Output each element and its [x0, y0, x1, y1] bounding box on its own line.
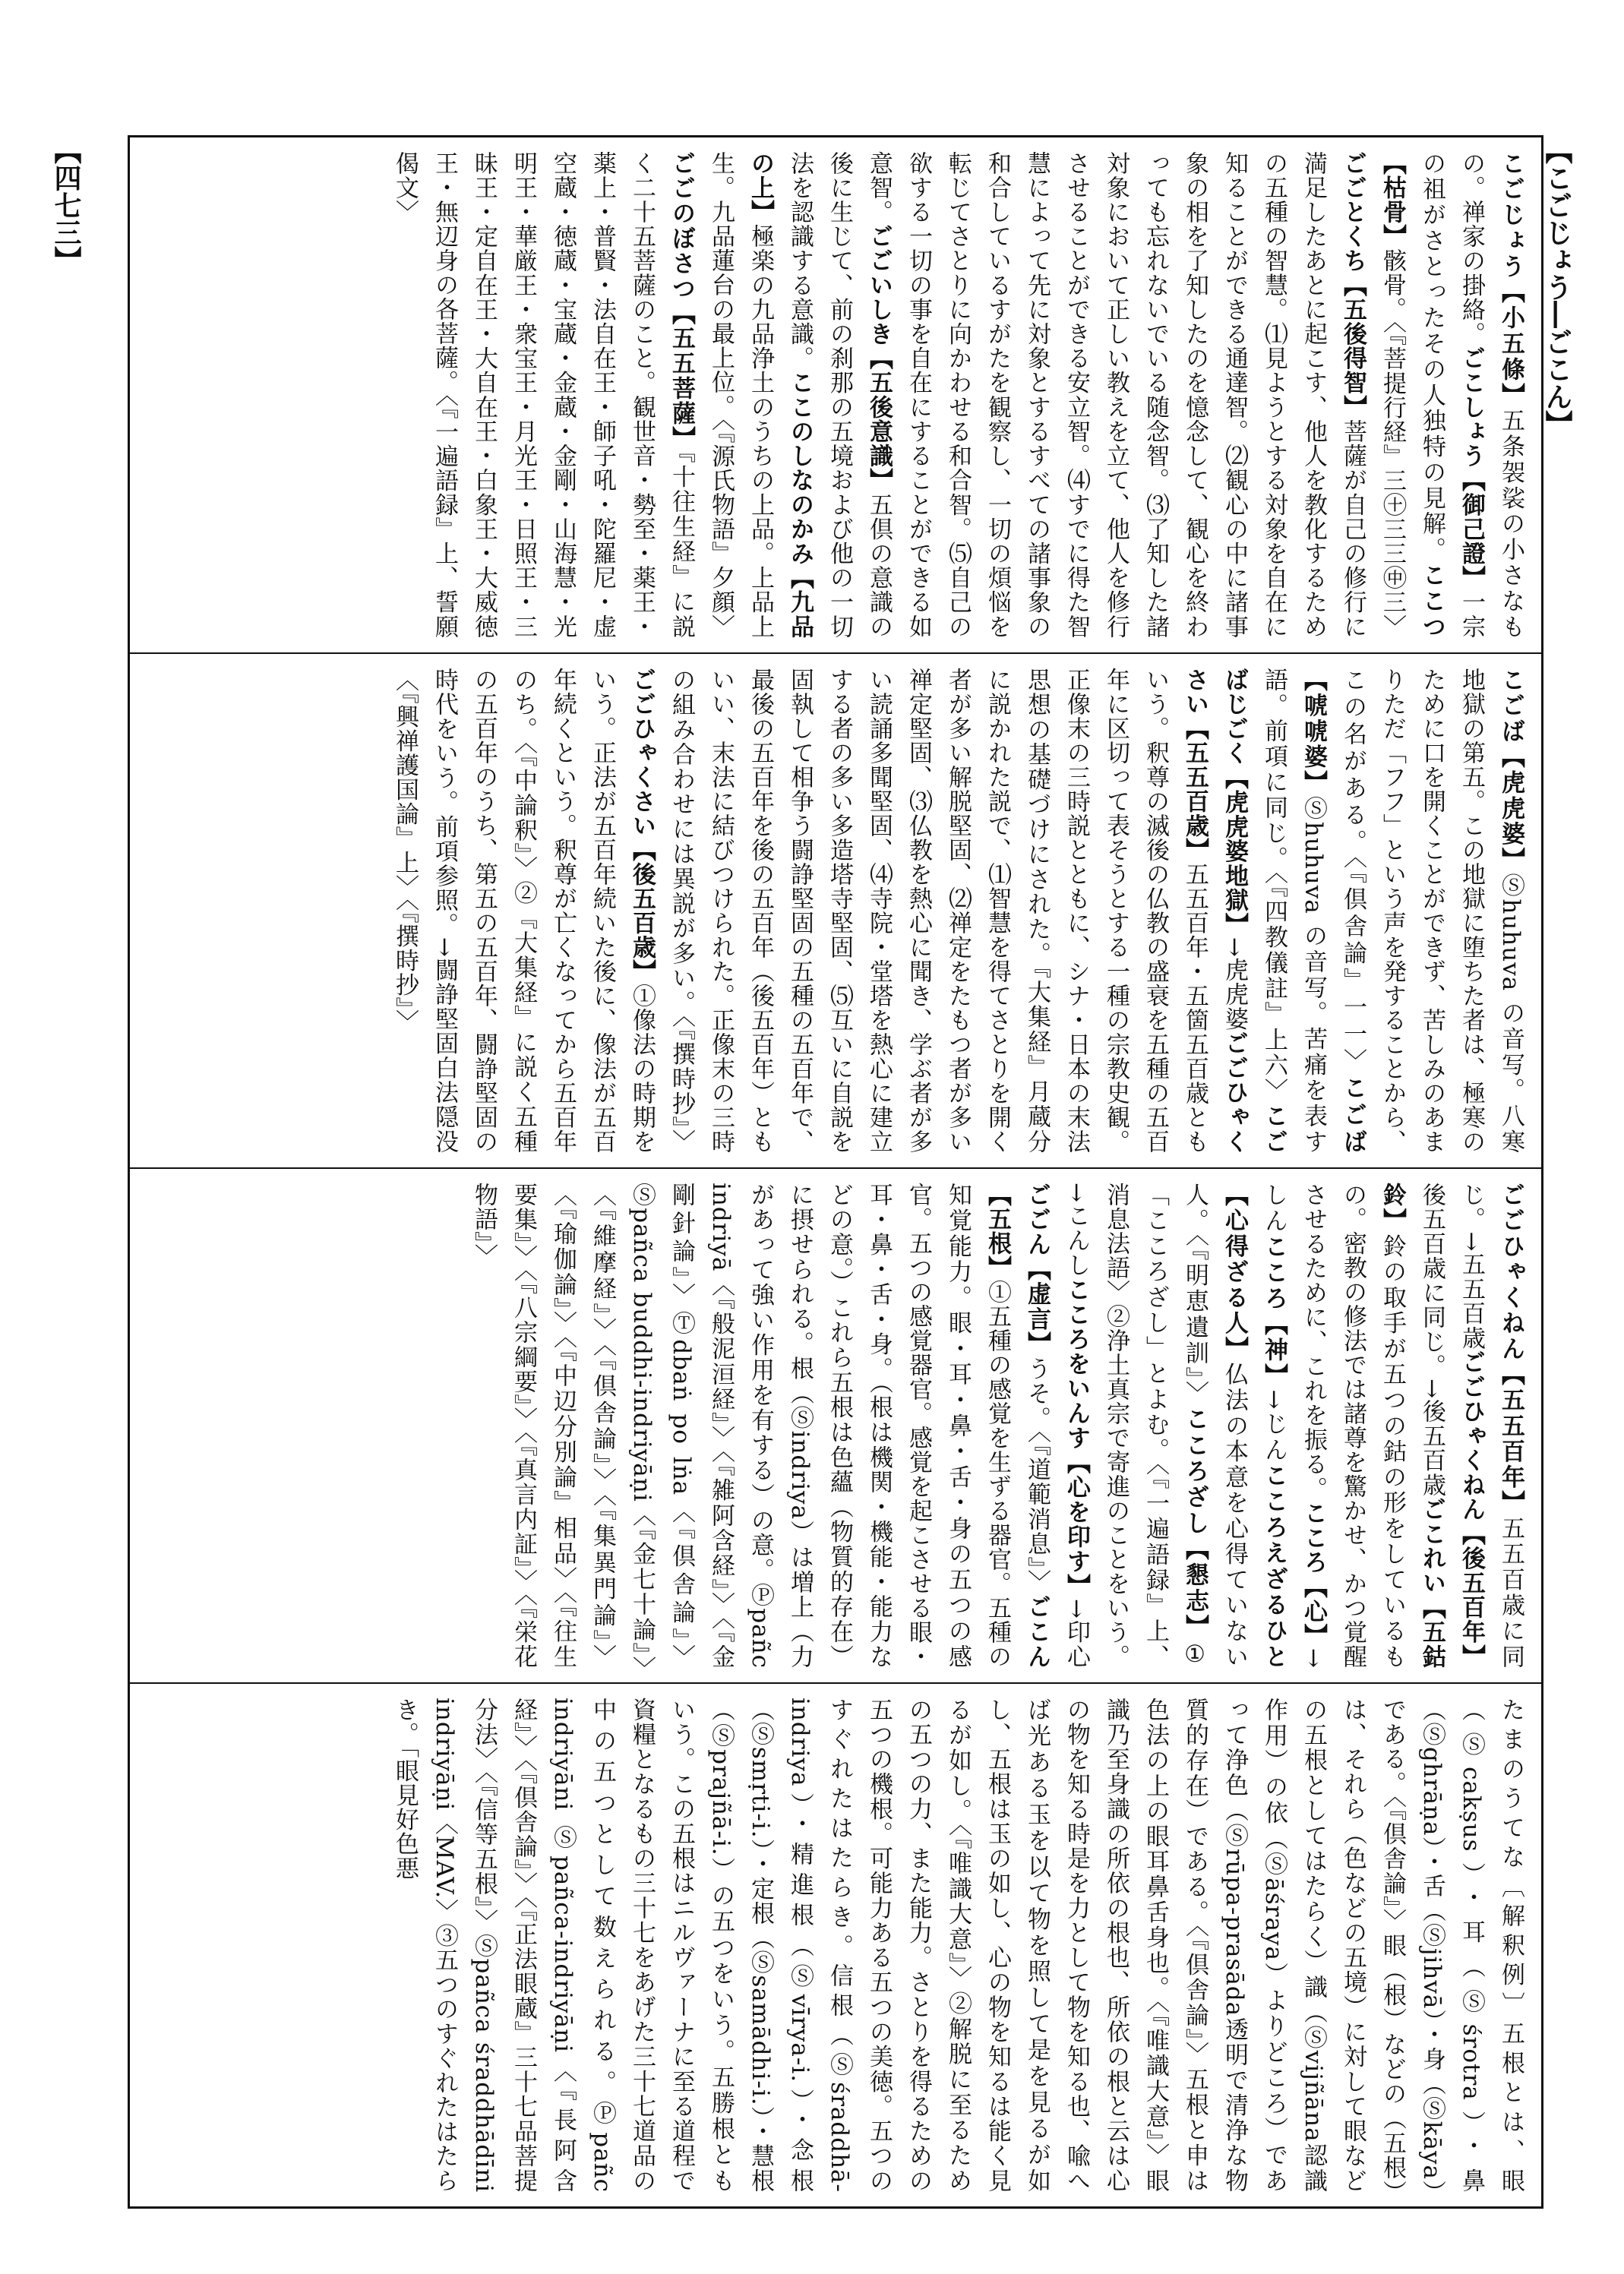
entry-headword: ごごひゃくねん【五五百年】 — [1497, 1183, 1524, 1517]
dictionary-entry — [470, 1183, 1051, 1669]
dictionary-entry — [391, 151, 695, 639]
entry-body: 五五百歳に同じ。→五五百歳 — [1458, 1183, 1524, 1669]
section-2 — [130, 652, 1541, 1167]
entry-body: 五五百年・五箇五百歳ともいう。釈尊の滅後の仏教の盛衰を五種の五百年に区切って表そうとする一種の宗教史観。正像末の三時説とともに、シナ・日本の末法思想の基礎づけにされた。『大集経』月蔵分に説かれた説で、⑴智慧を得てさとりを開く者が多い解脱堅固、⑵禅定をたもつ者が多い禅定堅固、⑶仏教を熱心に聞き、学ぶ者が多い読誦多聞堅固、⑷寺院・堂塔を熱心に建立する者の多い多造塔寺堅固、⑸互いに自説を固執して相争う闘諍堅固の五種の五百年で、最後の五百年を後の五百年（後五百年）ともいい、末法に結びつけられた。正像末の三時の組み合わせには異説が多い。〈『撰時抄』〉 — [668, 668, 1209, 1154]
dictionary-entry — [391, 1698, 1524, 2193]
section-3 — [130, 1167, 1541, 1682]
entry-headword: ごこれい【五鈷鈴】 — [1379, 1183, 1445, 1669]
entry-headword: ここのしなのかみ【九品の上】 — [747, 151, 814, 640]
section-text — [130, 1684, 1541, 2206]
dictionary-entry — [1063, 1278, 1090, 1669]
entry-headword: ごこしょう【御己證】 — [1458, 346, 1485, 590]
entry-body: →印心 — [1063, 1598, 1090, 1669]
dictionary-entry — [1339, 668, 1524, 1154]
section-text — [130, 654, 1541, 1167]
dictionary-entry — [1260, 1234, 1288, 1464]
entry-headword: こころえざるひと【心得ざる人】 — [1221, 1183, 1288, 1669]
entry-body: うそ。〈『道範消息』〉 — [1023, 1357, 1051, 1595]
entry-body: 後五百歳に同じ。→後五百歳 — [1418, 1183, 1445, 1498]
entry-body: ①「こころざし」とよむ。〈『一遍語録』上、消息法語〉②浄土真宗で寄進のことをいう。→こんし — [1063, 1183, 1209, 1669]
entry-headword: こころ【神】 — [1260, 1234, 1288, 1390]
entry-headword: ごごひゃくさい【後五百歳】 — [628, 668, 656, 984]
entry-headword: こころをいんす【心を印す】 — [1063, 1278, 1090, 1599]
section-text — [130, 1169, 1541, 1682]
entry-headword: こごじょう【小五條】 — [1497, 151, 1524, 409]
entry-body: →虎虎婆 — [1221, 936, 1248, 1031]
section-text — [130, 137, 1541, 652]
entry-body: ①像法の時期をいう。正法が五百年続いた後に、像法が五百年続くという。釈尊が亡くなってから五百年のち。〈『中論釈』〉②『大集経』に説く五種の五百年のうち、第五の五百年、闘諍堅固の時代をいう。前項参照。→闘諍堅固白法隠没〈『興禅護国論』上〉〈『撰時抄』〉 — [391, 668, 656, 1154]
entry-headword: こごばじごく【虎虎婆地獄】 — [1221, 668, 1288, 1154]
entry-headword: ごこん【五根】 — [984, 1183, 1051, 1669]
entry-body: 仏法の本意を心得ていない人。〈『明恵遺訓』〉 — [1181, 1183, 1248, 1669]
entry-body: Ⓢhuhuva の音写。苦痛を表す語。前項に同じ。〈『四教儀註』上六〉 — [1260, 668, 1327, 1154]
entry-headword: ごごのぼさつ【五五菩薩】 — [668, 151, 695, 452]
page-frame — [128, 135, 1543, 2209]
dictionary-entry — [668, 668, 1248, 1154]
entry-headword: こごば【虎虎婆】 — [1497, 668, 1524, 873]
page-number: 【四七三】 — [50, 137, 82, 273]
entry-headword: こころ【心】 — [1300, 1501, 1327, 1649]
entry-headword: ごごひゃくねん【後五百年】 — [1458, 1350, 1485, 1669]
entry-body: →じん — [1260, 1389, 1288, 1464]
entry-headword: ごごいしき【五後意識】 — [865, 224, 893, 493]
dictionary-entry — [391, 668, 656, 1154]
entry-headword: ごごん【虚言】 — [1023, 1183, 1051, 1357]
section-1 — [130, 137, 1541, 652]
entry-body: 五倶の意識の後に生じて、前の刹那の五境および他の一切法を認識する意識。 — [786, 151, 893, 640]
entry-headword: こころざし【懇志】 — [1181, 1407, 1209, 1641]
entry-body: 菩薩が自己の修行に満足したあとに起こす、他人を教化するための五種の智慧。⑴見ようとする対象を自在に知ることができる通達智。⑵観心の中に諸事象の相を了知したのを憶念して、観心を終わっても忘れないでいる随念智。⑶了知した諸対象において正しい教えを立て、他人を修行させることができる安立智。⑷すでに得た智慧によって先に対象とするすべての諸事象の和合しているすがたを観察し、一切の煩悩を転じてさとりに向かわせる和合智。⑸自己の欲する一切の事を自在にすることができる如意智。 — [865, 151, 1366, 640]
entry-headword: ごごとくち【五後得智】 — [1339, 151, 1366, 420]
entry-body: 極楽の九品浄土のうちの上品。上品上生。九品蓮台の最上位。〈『源氏物語』夕顔〉 — [707, 151, 774, 640]
entry-headword: ここつ【枯骨】 — [1379, 151, 1445, 640]
dictionary-entry — [865, 151, 1366, 639]
entry-body: ①五種の感覚を生ずる器官。五種の知覚能力。眼・耳・鼻・舌・身の五つの感官。五つの感覚器官。感覚を起こさせる眼・耳・鼻・舌・身。（根は機関・機能・能力などの意。）これら五根は色蘊（物質的存在）に摂せられる。根（Ⓢindriya）は増上（力があって強い作用を有する）の意。Ⓟpañc indriyā〈『般泥洹経』〉〈『雑阿含経』〉〈『金剛針論』〉Ⓣdbaṅ po lṅa〈『倶舎論』〉Ⓢpañca buddhi-indriyāṇi〈『金七十論』〉〈『維摩経』〉〈『倶舎論』〉〈『集異門論』〉〈『瑜伽論』〉〈『中辺分別論』相品〉〈『往生要集』〉〈『八宗綱要』〉〈『真言内証』〉〈『栄花物語』〉 — [470, 1183, 1011, 1669]
entry-body: Ⓢhuhuva の音写。八寒地獄の第五。この地獄に堕ちた者は、極寒のために口を開くことができず、苦しみのあまりただ「フフ」という声を発することから、この名がある。〈『倶舎論』一一〉 — [1339, 668, 1524, 1154]
entry-body: 骸骨。〈『菩提行経』三㊉三三㊥三〉 — [1379, 248, 1406, 640]
entry-body: 五条袈裟の小さなもの。禅家の掛絡。 — [1458, 151, 1524, 640]
section-4 — [130, 1682, 1541, 2206]
entry-body: 鈴の取手が五つの鈷の形をしているもの。密教の修法では諸尊を驚かせ、かつ覚醒させるために、これを振る。 — [1300, 1183, 1406, 1669]
entry-headword: ごごひゃくさい【五五百歳】 — [1181, 668, 1248, 1154]
entry-body: 『十往生経』に説く二十五菩薩のこと。観世音・勢至・薬王・薬上・普賢・法自在王・師子吼・陀羅尼・虚空蔵・徳蔵・宝蔵・金蔵・金剛・山海慧・光明王・華厳王・衆宝王・月光王・日照王・三昧王・定自在王・大自在王・白象王・大威徳王・無辺身の各菩薩。〈『一遍語録』上、誓願偈文〉 — [391, 151, 695, 640]
dictionary-entry — [1023, 1183, 1051, 1595]
entry-body: たまのうてな〔解釈例〕五根とは、眼（Ⓢcakṣus）・耳（Ⓢśrotra）・鼻（Ⓢghrāṇa）・舌（Ⓢjihvā）・身（Ⓢkāya）である。〈『倶舎論』〉眼（根）などの（五根）は、それら（色などの五境）に対して眼などの五根としてはたらく）識（Ⓢvijñāna認識作用）の依（Ⓢāśraya）よりどころ）であって浄色（Ⓢrūpa-prasāda透明で清浄な物質的存在）である。〈『倶舎論』〉五根と申は色法の上の眼耳鼻舌身也。〈『唯識大意』〉眼識乃至身識の所依の根也、所依の根と云は心の物を知る時是を力として物を知る也、喩へば光ある玉を以て物を照して是を見るが如し、五根は玉の如し、心の物を知るは能く見るが如し。〈『唯識大意』〉②解脱に至るための五つの力、また能力。さとりを得るための五つの機根。可能力ある五つの美徳。五つのすぐれたはたらき。信根（Ⓢśraddhā-indriya）・精進根（Ⓢvīrya-i.）・念根（Ⓢsmṛti-i.）・定根（Ⓢsamādhi-i.）・慧根（Ⓢprajñā-i.）の五つをいう。五勝根ともいう。この五根はニルヴァーナに至る道程で資糧となるもの三十七をあげた三十七道品の中の五つとして数えられる。Ⓟpañc indriyāni Ⓢpañca-indriyāṇi〈『長阿含経』〉〈『倶舎論』〉〈『正法眼蔵』三十七品菩提分法〉〈『信等五根』〉Ⓢpañca śraddhādīni indriyāṇi〈MAV.〉③五つのすぐれたはたらき。「眼見好色悪 — [391, 1698, 1524, 2193]
entry-body: →しん — [1260, 1183, 1327, 1669]
running-header: 【こごじょう―ごこん】 — [1541, 137, 1573, 437]
entry-headword: こごば【唬唬婆】 — [1300, 668, 1366, 1154]
entry-body: 一宗の祖がさとったその人独特の見解。 — [1418, 151, 1485, 640]
